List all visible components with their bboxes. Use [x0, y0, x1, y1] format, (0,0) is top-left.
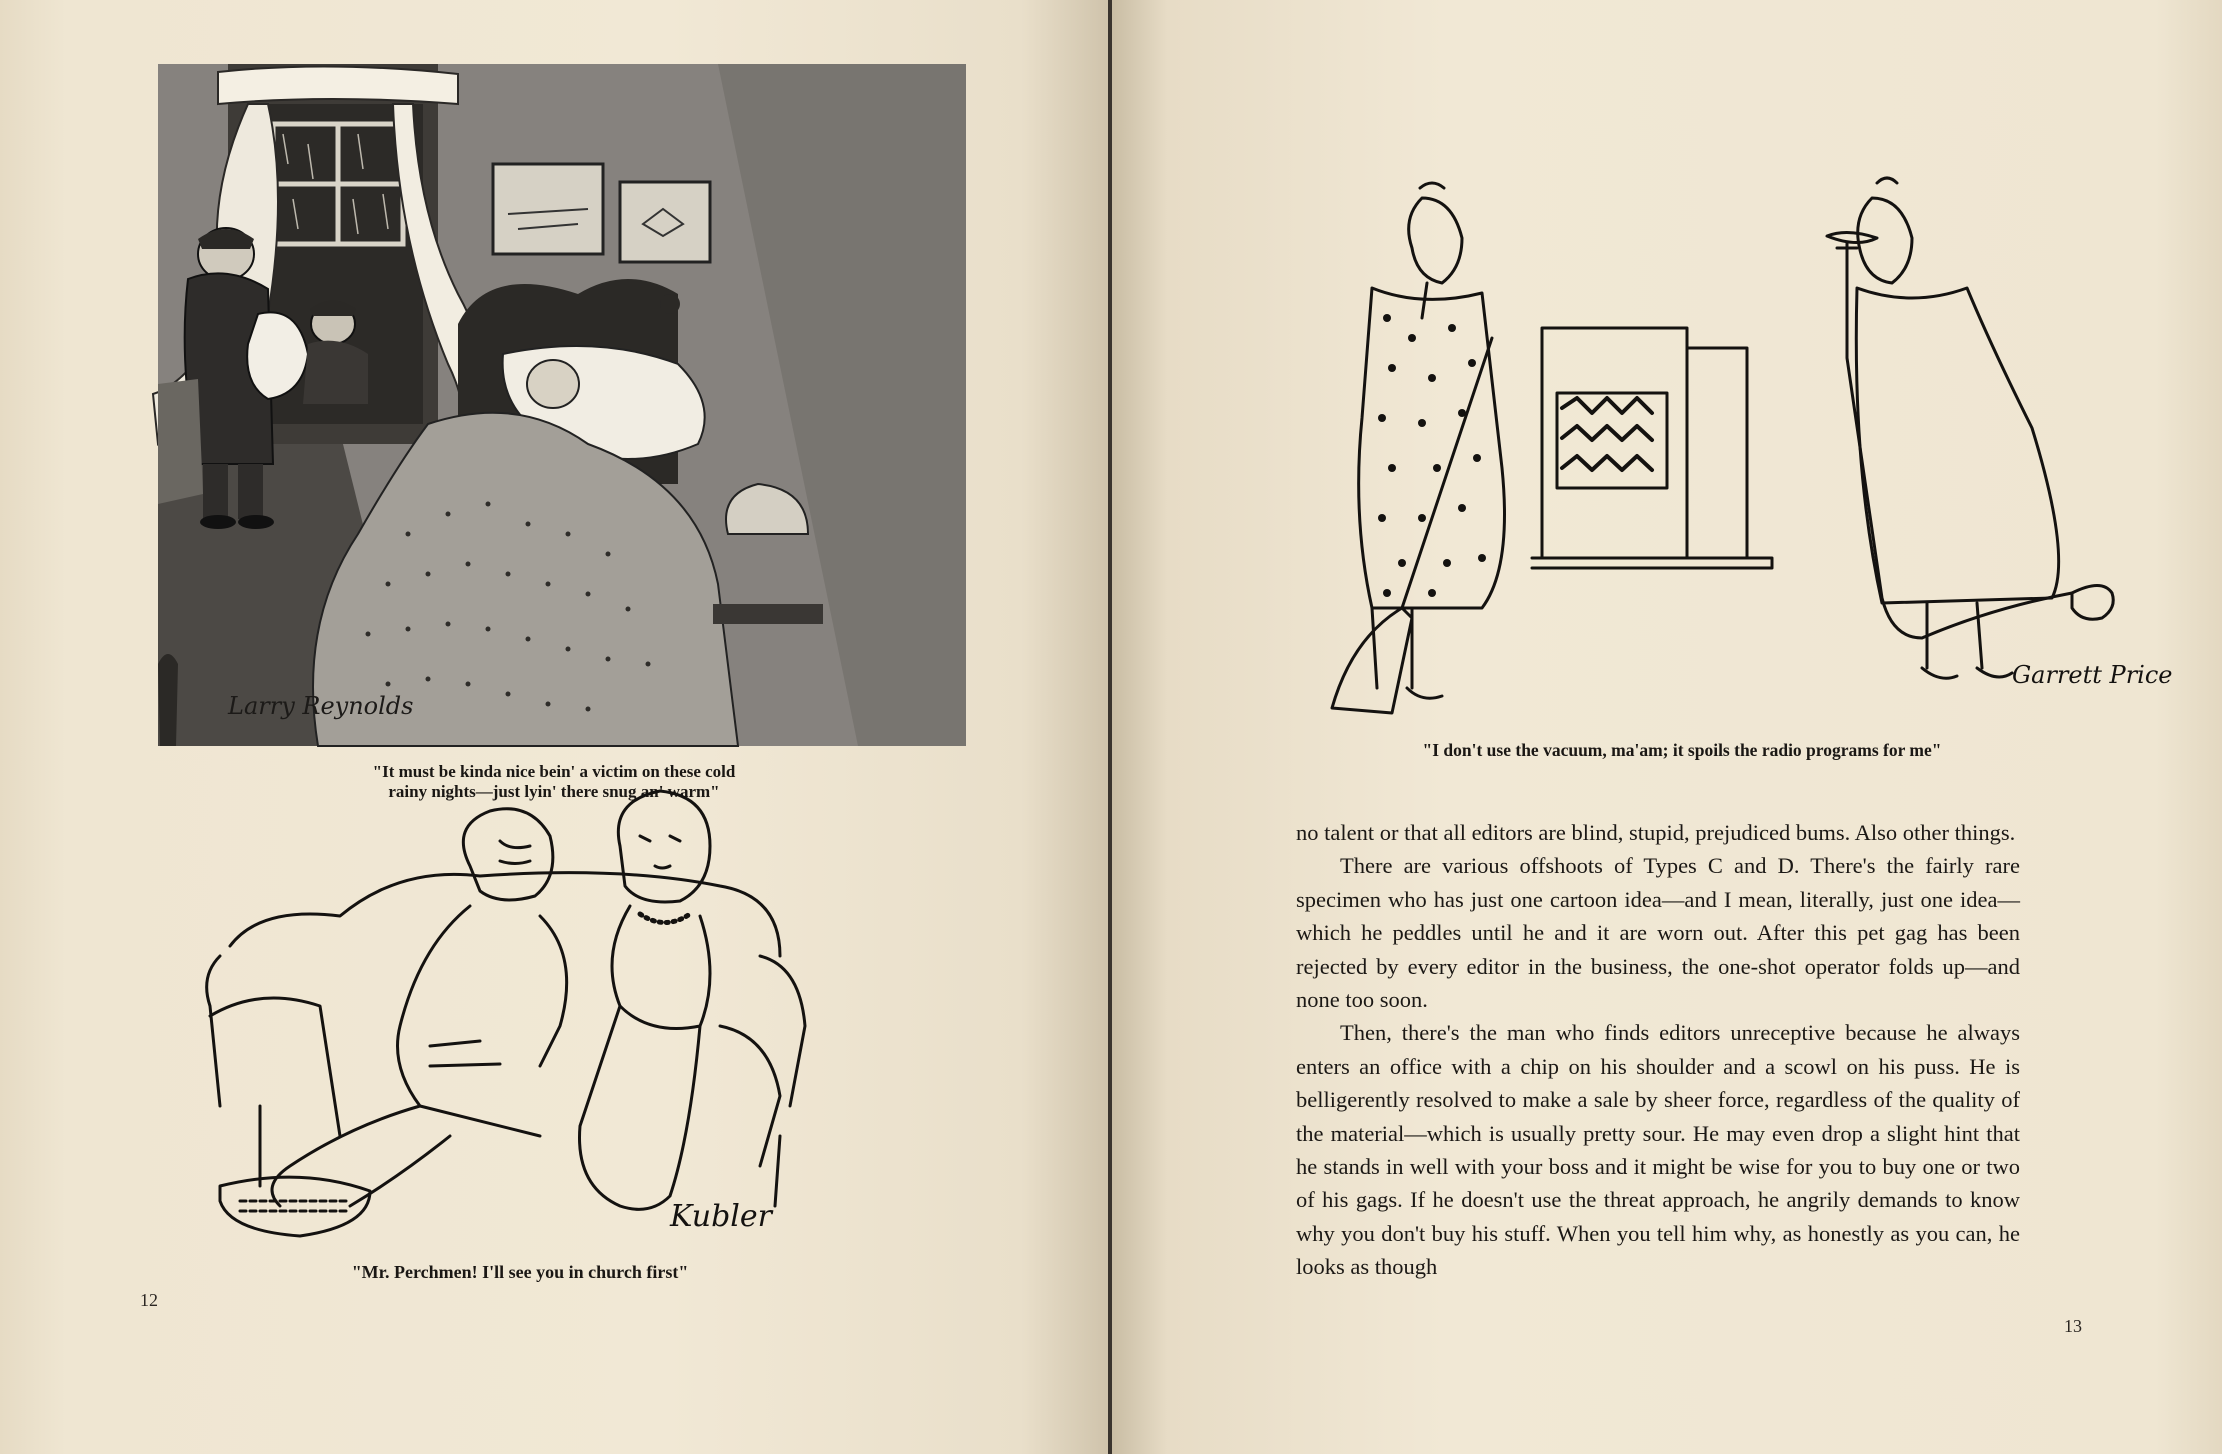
cartoon-couple-on-sofa: [200, 806, 840, 1246]
paragraph-2: There are various offshoots of Types C and D. There's the fairly rare specimen who has just one cartoon idea—and I mean, literally, just one idea—which he peddles until he and it are worn out. After this pet gag has been rejected by every editor in the business, the one-shot operator folds up—and none too soon.: [1296, 853, 2020, 1013]
caption-cartoon-3: "I don't use the vacuum, ma'am; it spoils the radio programs for me": [1422, 740, 1942, 760]
right-page: [1112, 0, 2222, 1454]
cartoon-burglar-bedroom: [158, 64, 966, 746]
caption-cartoon-2: "Mr. Perchmen! I'll see you in church first": [351, 1262, 689, 1282]
signature-kubler: Kubler: [670, 1199, 772, 1234]
signature-garrett-price: Garrett Price: [2012, 661, 2173, 689]
signature-larry-reynolds: Larry Reynolds: [228, 692, 414, 720]
caption-cartoon-1-line1: "It must be kinda nice bein' a victim on these cold: [372, 762, 736, 781]
paragraph-3: Then, there's the man who finds editors unreceptive because he always enters an office with a chip on his shoulder and a scowl on his puss. He is belligerently resolved to make a sale by sheer force, regardless of the quality of the material—which is usually pretty sour. He may even drop a slight hint that he stands in well with your boss and it might be wise for you to buy one or two of his gags. If he doesn't use the threat approach, he angrily demands to know why you don't buy his stuff. When you tell him why, as honestly as you can, he looks as though: [1296, 1020, 2020, 1280]
body-text: [1296, 816, 2020, 1284]
left-page: [0, 0, 1110, 1454]
caption-cartoon-1: [150, 762, 958, 802]
caption-cartoon-1-line2: rainy nights—just lyin' there snug an' warm": [388, 782, 720, 801]
page-number-right: 13: [2064, 1316, 2082, 1336]
paragraph-1: no talent or that all editors are blind, stupid, prejudiced bums. Also other things.: [1296, 820, 2016, 845]
page-number-left: 12: [140, 1290, 158, 1310]
cartoon-maids-broom-vacuum: [1312, 168, 2173, 728]
